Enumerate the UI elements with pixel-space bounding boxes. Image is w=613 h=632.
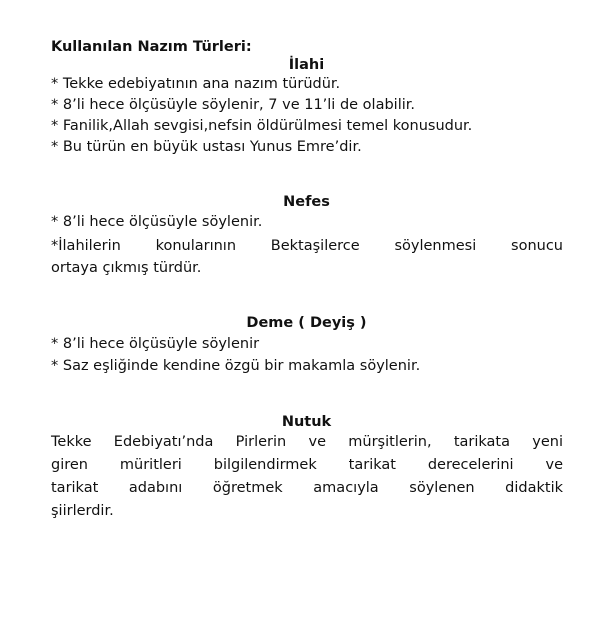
- ilahi-line-3: * Fanilik,Allah sevgisi,nefsin öldürülmesi temel konusudur.: [51, 118, 473, 134]
- nutuk-line-4: şiirlerdir.: [51, 503, 114, 519]
- deme-line-1: * 8’li hece ölçüsüyle söylenir: [51, 336, 260, 352]
- nefes-line-3: ortaya çıkmış türdür.: [51, 260, 202, 276]
- section-heading-nutuk: Nutuk: [281, 414, 332, 430]
- ilahi-line-2: * 8’li hece ölçüsüyle söylenir, 7 ve 11’li de olabilir.: [51, 97, 415, 113]
- nefes-line-2: *İlahilerin konularının Bektaşilerce söylenmesi sonucu: [51, 238, 563, 254]
- ilahi-line-1: * Tekke edebiyatının ana nazım türüdür.: [51, 76, 341, 92]
- nefes-line-1: * 8’li hece ölçüsüyle söylenir.: [51, 214, 263, 230]
- section-heading-deme: Deme ( Deyiş ): [246, 315, 367, 331]
- page-title: Kullanılan Nazım Türleri:: [51, 39, 252, 55]
- ilahi-line-4: * Bu türün en büyük ustası Yunus Emre’dir.: [51, 139, 362, 155]
- nutuk-line-1: Tekke Edebiyatı’nda Pirlerin ve mürşitlerin, tarikata yeni: [51, 434, 563, 450]
- section-heading-nefes: Nefes: [283, 194, 330, 210]
- nutuk-line-3: tarikat adabını öğretmek amacıyla söylenen didaktik: [51, 480, 563, 496]
- nutuk-line-2: giren müritleri bilgilendirmek tarikat derecelerini ve: [51, 457, 563, 473]
- section-heading-ilahi: İlahi: [288, 57, 325, 73]
- deme-line-2: * Saz eşliğinde kendine özgü bir makamla söylenir.: [51, 358, 421, 374]
